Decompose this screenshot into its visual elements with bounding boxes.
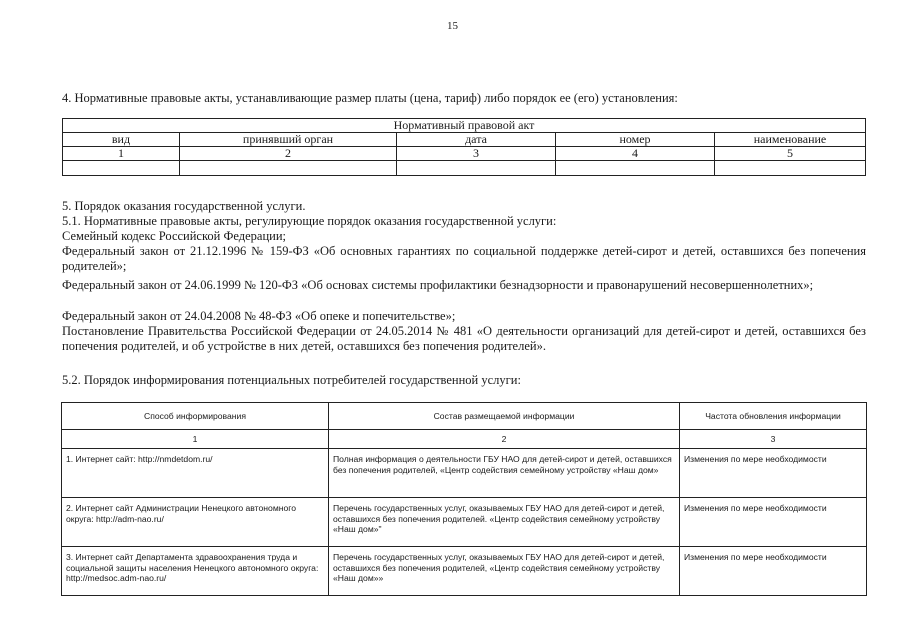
info-content: Перечень государственных услуг, оказываемых ГБУ НАО для детей-сирот и детей, оставшихся без попечения родителей. «Центр содействия семейному устройству «Наш дом»" (329, 498, 680, 547)
section5-1-heading: 5.1. Нормативные правовые акты, регулирующие порядок оказания государственной услуги: (62, 214, 557, 228)
table-cell (715, 161, 866, 176)
act-fz-159: Федеральный закон от 21.12.1996 № 159-ФЗ «Об основных гарантиях по социальной поддержке детей-сирот и детей, оставшихся без попечения родителей»; (62, 244, 866, 273)
column-header: вид (63, 133, 180, 147)
column-number: 2 (180, 147, 397, 161)
info-frequency: Изменения по мере необходимости (680, 498, 867, 547)
info-method: 3. Интернет сайт Департамента здравоохранения труда и социальной защиты населения Ненецкого автономного округа: http://medsoc.adm-nao.ru/ (62, 547, 329, 596)
column-number: 1 (62, 430, 329, 449)
column-header: Состав размещаемой информации (329, 403, 680, 430)
act-family-code: Семейный кодекс Российской Федерации; (62, 229, 286, 243)
information-table (61, 402, 867, 596)
act-resolution-481: Постановление Правительства Российской Федерации от 24.05.2014 № 481 «О деятельности организаций для детей-сирот и детей, оставшихся без попечения родителей, и об устройстве в них детей, оставшихся без попечения родителей». (62, 324, 866, 353)
act-fz-48: Федеральный закон от 24.04.2008 № 48-ФЗ «Об опеке и попечительстве»; (62, 309, 456, 323)
column-number: 2 (329, 430, 680, 449)
column-number: 4 (556, 147, 715, 161)
legal-acts-table (62, 118, 866, 176)
column-header: наименование (715, 133, 866, 147)
column-number: 3 (397, 147, 556, 161)
table-header-row (63, 133, 866, 147)
column-header: дата (397, 133, 556, 147)
table-title: Нормативный правовой акт (63, 119, 866, 133)
column-header: Способ информирования (62, 403, 329, 430)
table-row (62, 547, 867, 596)
column-number: 1 (63, 147, 180, 161)
info-frequency: Изменения по мере необходимости (680, 547, 867, 596)
section5-2-heading: 5.2. Порядок информирования потенциальных потребителей государственной услуги: (62, 373, 521, 387)
column-number: 5 (715, 147, 866, 161)
info-method: 2. Интернет сайт Администрации Ненецкого автономного округа: http://adm-nao.ru/ (62, 498, 329, 547)
info-method: 1. Интернет сайт: http://nmdetdom.ru/ (62, 449, 329, 498)
section4-heading: 4. Нормативные правовые акты, устанавливающие размер платы (цена, тариф) либо порядок ее (его) установления: (62, 91, 678, 105)
column-number: 3 (680, 430, 867, 449)
column-header: принявший орган (180, 133, 397, 147)
table-row (62, 449, 867, 498)
table-cell (556, 161, 715, 176)
section5-heading: 5. Порядок оказания государственной услуги. (62, 199, 306, 213)
table-header-row (62, 403, 867, 430)
page-number: 15 (447, 20, 458, 32)
table-row (62, 498, 867, 547)
act-fz-120: Федеральный закон от 24.06.1999 № 120-ФЗ «Об основах системы профилактики безнадзорности и правонарушений несовершеннолетних»; (62, 278, 814, 292)
table-number-row (63, 147, 866, 161)
info-content: Перечень государственных услуг, оказываемых ГБУ НАО для детей-сирот и детей, оставшихся без попечения родителей, «Центр содействия семейному устройству «Наш дом»» (329, 547, 680, 596)
info-frequency: Изменения по мере необходимости (680, 449, 867, 498)
table-row (63, 161, 866, 176)
info-content: Полная информация о деятельности ГБУ НАО для детей-сирот и детей, оставшихся без попечения родителей, «Центр содействия семейному устройству «Наш дом» (329, 449, 680, 498)
table-number-row (62, 430, 867, 449)
column-header: номер (556, 133, 715, 147)
table-cell (63, 161, 180, 176)
column-header: Частота обновления информации (680, 403, 867, 430)
table-cell (180, 161, 397, 176)
table-cell (397, 161, 556, 176)
